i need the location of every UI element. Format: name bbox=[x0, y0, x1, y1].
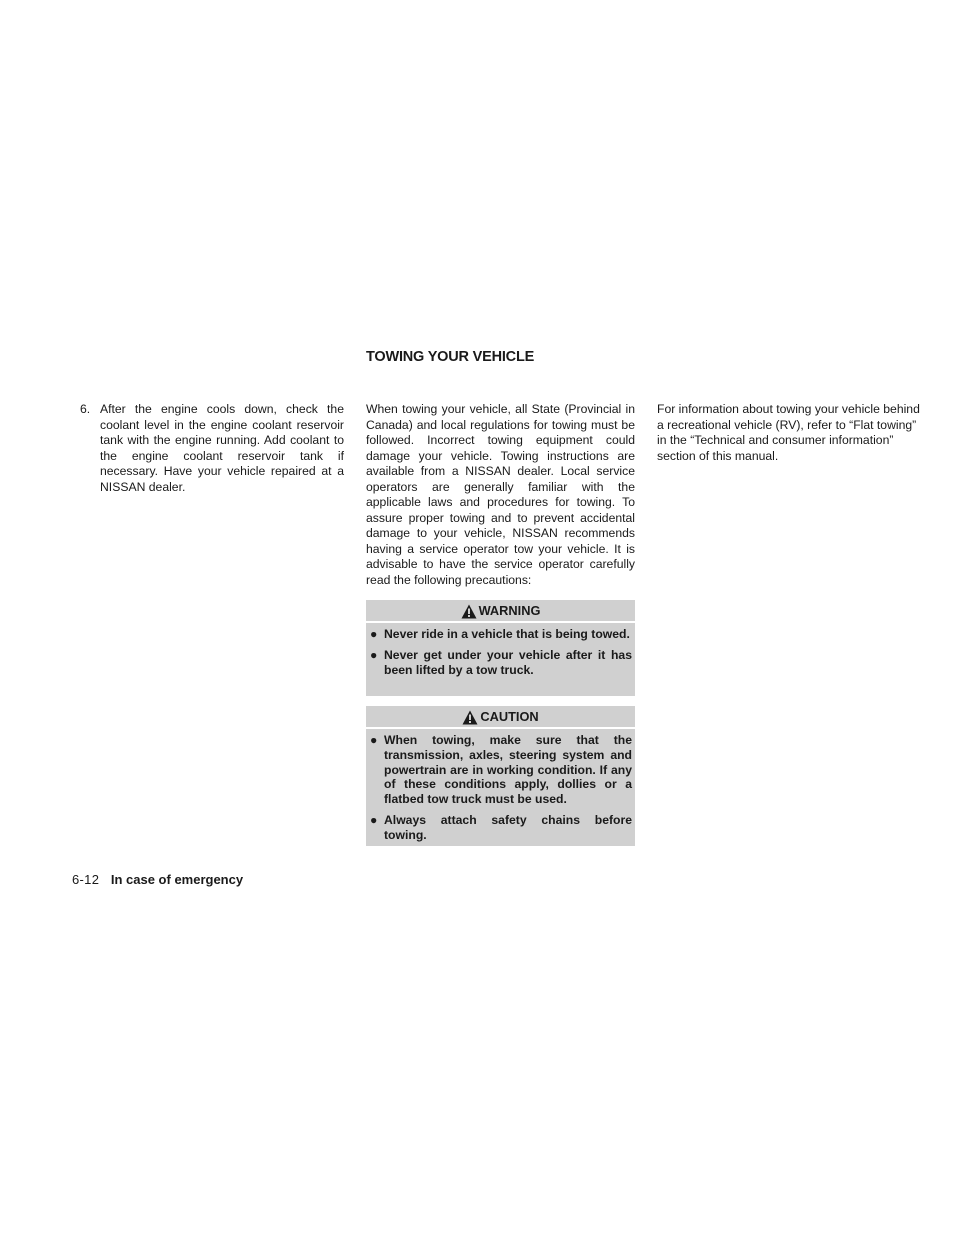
bullet-icon: ● bbox=[370, 733, 378, 747]
caution-item-text: Always attach safety chains before towing. bbox=[384, 812, 632, 842]
bullet-icon: ● bbox=[370, 812, 378, 827]
warning-list bbox=[366, 623, 635, 677]
warning-item-text: Never ride in a vehicle that is being towed. bbox=[384, 627, 630, 641]
middle-column bbox=[366, 402, 635, 588]
warning-title: WARNING bbox=[478, 603, 541, 618]
section-title: TOWING YOUR VEHICLE bbox=[366, 349, 535, 365]
caution-list bbox=[366, 729, 635, 843]
left-column bbox=[80, 402, 344, 495]
caution-title: CAUTION bbox=[480, 709, 539, 724]
bullet-icon: ● bbox=[370, 647, 378, 662]
item-text: After the engine cools down, check the coolant level in the engine coolant reservoir tank with the engine running. Add coolant to the engine coolant reservoir tank if necessary. Have your vehicle repaired at a NISSAN dealer. bbox=[100, 402, 344, 494]
flat-towing-reference: For information about towing your vehicle behind a recreational vehicle (RV), refer to “Flat towing” in the “Technical and consumer information” section of this manual. bbox=[657, 402, 920, 463]
caution-item-text: When towing, make sure that the transmission, axles, steering system and powertrain are in working condition. If any of these conditions apply, dollies or a flatbed tow truck must be used. bbox=[384, 733, 632, 807]
item-number: 6. bbox=[80, 402, 91, 416]
list-item bbox=[369, 733, 632, 807]
bullet-icon: ● bbox=[370, 627, 378, 641]
warning-box bbox=[366, 600, 635, 696]
intro-paragraph: When towing your vehicle, all State (Provincial in Canada) and local regulations for towing must be followed. Incorrect towing equipment could damage your vehicle. Towing instructions are available from a NISSAN dealer. Local service operators are generally familiar with the applicable laws and procedures for towing. To assure proper towing and to prevent accidental damage to your vehicle, NISSAN recommends having a service operator tow your vehicle. It is advisable to have the service operator carefully read the following precautions: bbox=[366, 402, 635, 587]
caution-box bbox=[366, 706, 635, 846]
caution-header bbox=[366, 706, 635, 729]
list-item bbox=[369, 648, 632, 678]
warning-item-text: Never get under your vehicle after it has been lifted by a tow truck. bbox=[384, 647, 632, 677]
chapter-title: In case of emergency bbox=[110, 872, 244, 887]
numbered-list-item bbox=[80, 402, 344, 495]
warning-header bbox=[366, 600, 635, 623]
page-footer bbox=[72, 872, 243, 887]
list-item bbox=[369, 813, 632, 843]
page-number: 6-12 bbox=[72, 872, 100, 887]
list-item bbox=[369, 627, 632, 642]
warning-triangle-icon bbox=[461, 604, 477, 619]
warning-triangle-icon bbox=[462, 710, 478, 725]
right-column bbox=[657, 402, 927, 464]
